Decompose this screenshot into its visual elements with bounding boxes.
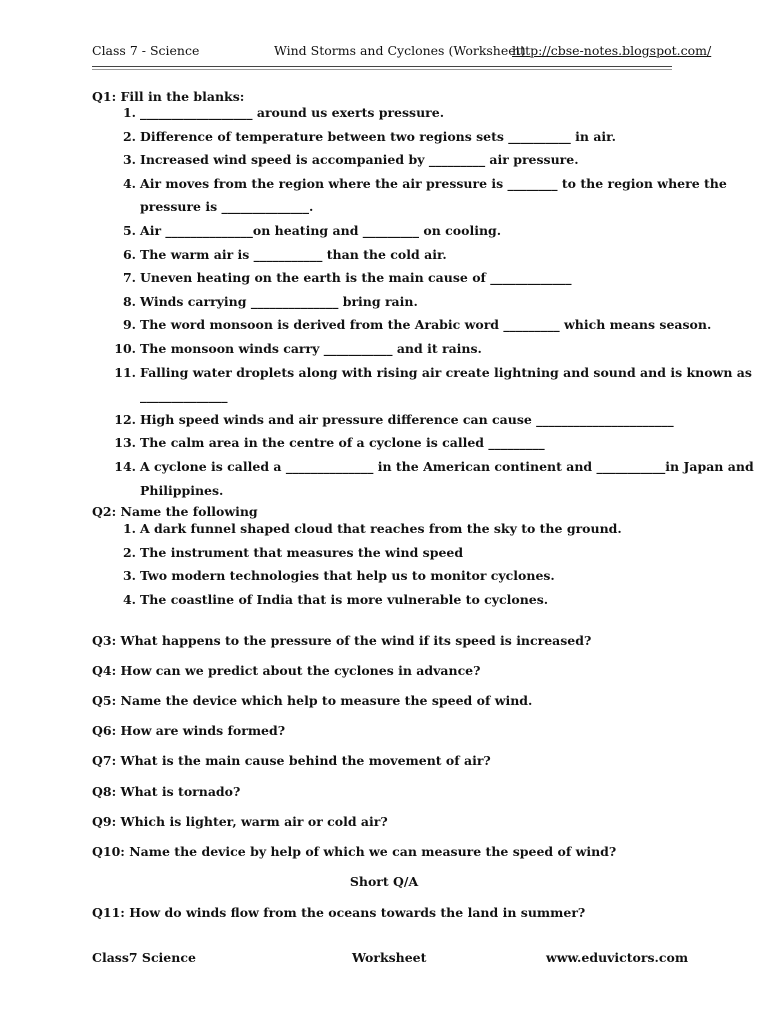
q2-item-number: 3. (122, 568, 136, 584)
footer-center: Worksheet (352, 950, 427, 965)
q1-item-text: Increased wind speed is accompanied by _________ air pressure. (140, 152, 579, 168)
q1-item-number: 2. (122, 128, 136, 144)
q1-item-text: A cyclone is called a ______________ in the American continent and ___________in Japan and (140, 459, 754, 474)
q1-item-text: Air moves from the region where the air pressure is ________ to the region where the (140, 175, 727, 191)
q1-item-number: 5. (122, 223, 136, 238)
q1-title: Q1: Fill in the blanks: (92, 89, 245, 104)
question-q3: Q3: What happens to the pressure of the wind if its speed is increased? (92, 633, 592, 648)
q1-item-number: 1. (122, 105, 136, 120)
header-left: Class 7 - Science (92, 43, 200, 58)
q1-item-number: 10. (114, 341, 136, 356)
header-rule (92, 66, 672, 67)
question-q8: Q8: What is tornado? (92, 784, 241, 799)
q1-item-number: 12. (114, 411, 136, 427)
q2-item-text: Two modern technologies that help us to monitor cyclones. (140, 568, 555, 584)
q1-item-text: The word monsoon is derived from the Arabic word _________ which means season. (140, 317, 712, 333)
q2-item-text: A dark funnel shaped cloud that reaches from the sky to the ground. (140, 521, 622, 536)
footer-right: www.eduvictors.com (546, 950, 689, 965)
q1-item-number: 13. (114, 435, 136, 451)
q1-item-text: The calm area in the centre of a cyclone is called _________ (140, 435, 545, 451)
header-link[interactable]: http://cbse-notes.blogspot.com/ (512, 43, 712, 58)
q2-item-text: The instrument that measures the wind speed (140, 544, 464, 560)
q1-item-text: __________________ around us exerts pressure. (140, 105, 445, 120)
q1-item-number: 6. (122, 246, 136, 262)
q1-item-text: The warm air is ___________ than the cold air. (140, 246, 447, 262)
q2-title: Q2: Name the following (92, 504, 258, 519)
q1-item-text: The monsoon winds carry ___________ and it rains. (140, 341, 482, 356)
q1-item-text: Winds carrying ______________ bring rain. (140, 293, 418, 309)
q1-item-number: 9. (122, 317, 136, 333)
q1-item-number: 14. (114, 459, 136, 474)
q1-item-continuation: ______________ (140, 388, 228, 404)
question-q9: Q9: Which is lighter, warm air or cold air? (92, 814, 388, 829)
q1-item-text: Uneven heating on the earth is the main cause of _____________ (140, 270, 572, 286)
question-q4: Q4: How can we predict about the cyclones in advance? (92, 663, 481, 678)
q1-item-number: 3. (122, 152, 136, 168)
q1-item-text: Difference of temperature between two regions sets __________ in air. (140, 128, 616, 144)
header-rule-secondary (92, 69, 672, 70)
footer-left: Class7 Science (92, 950, 196, 965)
q1-item-text: High speed winds and air pressure difference can cause ______________________ (140, 411, 674, 427)
header-title: Wind Storms and Cyclones (Worksheet) (274, 43, 526, 58)
q1-item-text: Air ______________on heating and _________ on cooling. (140, 223, 502, 238)
q1-item-continuation: Philippines. (140, 482, 224, 498)
q2-item-number: 1. (122, 521, 136, 536)
q1-item-continuation: pressure is ______________. (140, 199, 314, 215)
q1-item-number: 11. (114, 364, 136, 380)
q2-item-text: The coastline of India that is more vulnerable to cyclones. (140, 591, 549, 607)
q2-item-number: 4. (122, 591, 136, 607)
q1-item-number: 4. (122, 175, 136, 191)
q1-item-number: 8. (122, 293, 136, 309)
question-q11: Q11: How do winds flow from the oceans towards the land in summer? (92, 905, 586, 920)
question-q10: Q10: Name the device by help of which we can measure the speed of wind? (92, 844, 617, 859)
short-qa-heading: Short Q/A (349, 874, 419, 889)
question-q7: Q7: What is the main cause behind the movement of air? (92, 753, 491, 768)
q2-item-number: 2. (122, 544, 136, 560)
question-q6: Q6: How are winds formed? (92, 723, 286, 738)
q1-item-number: 7. (122, 270, 136, 286)
q1-item-text: Falling water droplets along with rising air create lightning and sound and is known as (140, 364, 752, 380)
question-q5: Q5: Name the device which help to measure the speed of wind. (92, 693, 533, 708)
